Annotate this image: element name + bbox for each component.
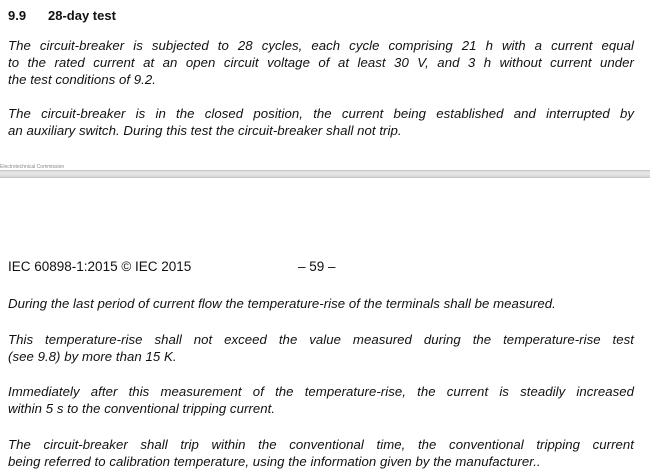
paragraph-line: being referred to calibration temperature, using the information given by the manufacturer..: [8, 454, 541, 469]
paragraph-line: Immediately after this measurement of the temperature-rise, the current is steadily increased: [8, 384, 634, 399]
paragraph-line: (see 9.8) by more than 15 K.: [8, 349, 177, 364]
paragraph-line: The circuit-breaker shall trip within the conventional time, the conventional tripping current: [8, 437, 634, 452]
page-top: [0, 0, 650, 170]
paragraph-trip-conventional-time: [8, 436, 634, 470]
paragraph-last-period: [8, 295, 634, 312]
paragraph-line: to the rated current at an open circuit voltage of at least 30 V, and 3 h without current under: [8, 55, 634, 70]
page-number: – 59 –: [298, 259, 336, 274]
section-number: 9.9: [8, 8, 27, 23]
paragraph-line: the test conditions of 9.2.: [8, 72, 156, 87]
paragraph-line: an auxiliary switch. During this test the circuit-breaker shall not trip.: [8, 123, 402, 138]
section-heading: [8, 8, 116, 24]
paragraph-line: The circuit-breaker is subjected to 28 cycles, each cycle comprising 21 h with a current equal: [8, 38, 634, 53]
page-footer-text: Electrotechnical Commission: [0, 164, 65, 170]
paragraph-closed-position: [8, 105, 634, 139]
paragraph-temperature-rise-limit: [8, 331, 634, 365]
document-reference: IEC 60898-1:2015 © IEC 2015: [8, 259, 192, 274]
paragraph-28-day-cycles: [8, 37, 634, 88]
paragraph-line: During the last period of current flow the temperature-rise of the terminals shall be measured.: [8, 296, 556, 311]
section-title: 28-day test: [48, 8, 116, 23]
paragraph-line: The circuit-breaker is in the closed position, the current being established and interrupted by: [8, 106, 634, 121]
page-bottom: [0, 178, 650, 475]
paragraph-line: This temperature-rise shall not exceed the value measured during the temperature-rise test: [8, 332, 634, 347]
page-separator: [0, 170, 650, 178]
paragraph-line: within 5 s to the conventional tripping current.: [8, 401, 276, 416]
paragraph-current-increase: [8, 383, 634, 417]
